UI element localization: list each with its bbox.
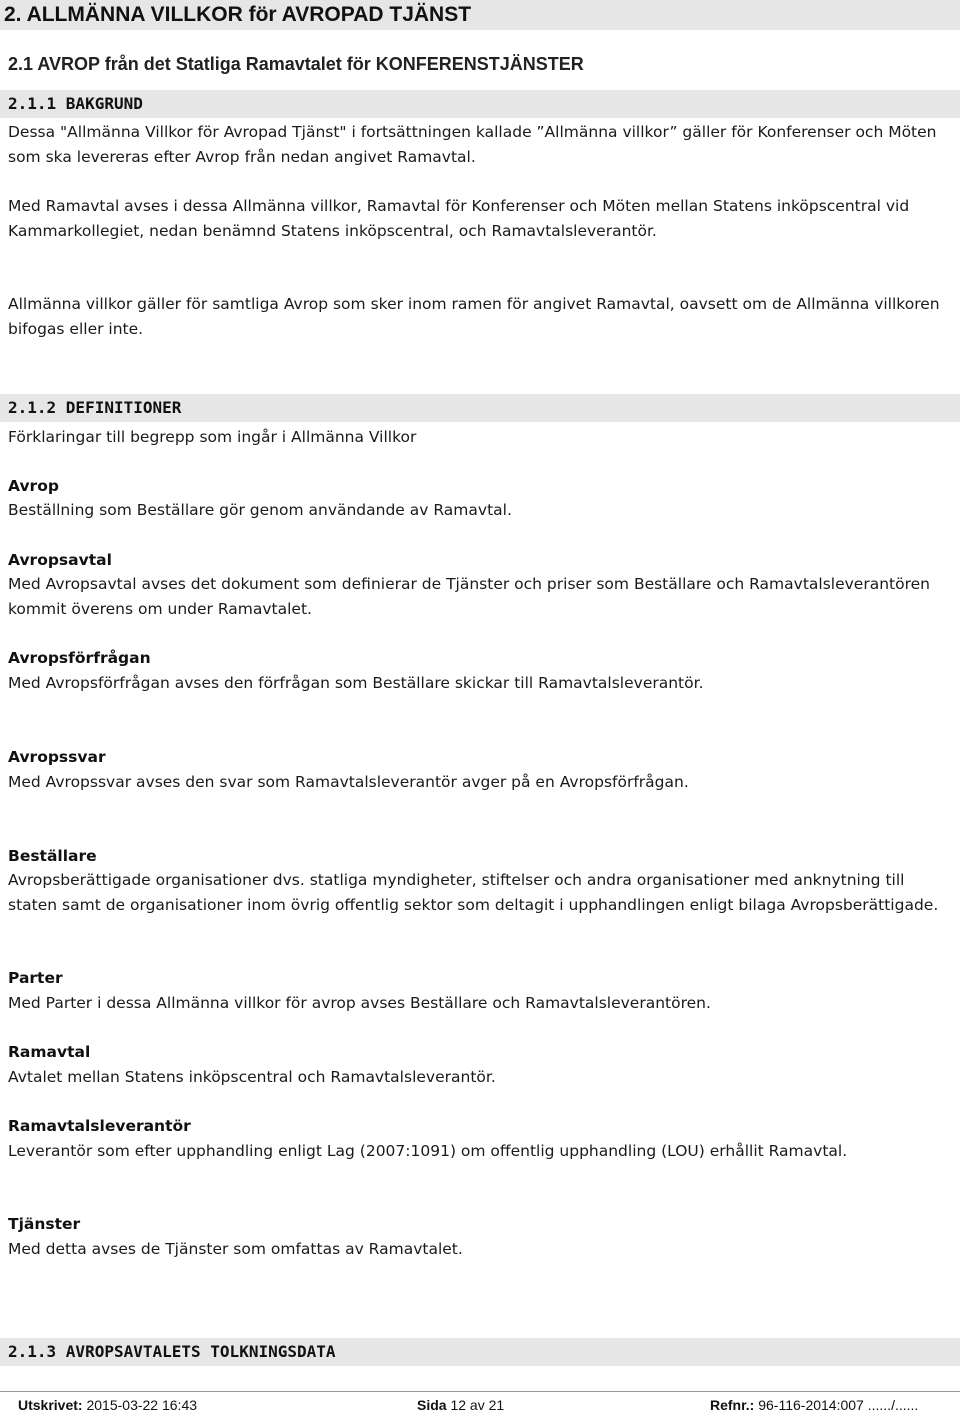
printed-label: Utskrivet: xyxy=(18,1397,83,1413)
term-label: Tjänster xyxy=(8,1215,81,1233)
page-value: 12 av 21 xyxy=(450,1397,505,1413)
heading-1: 2. ALLMÄNNA VILLKOR för AVROPAD TJÄNST xyxy=(0,0,960,30)
term-definition: Med Avropsförfrågan avses den förfrågan som Beställare skickar till Ramavtalsleverantör. xyxy=(8,674,704,692)
page-label: Sida xyxy=(417,1397,447,1413)
term-label: Beställare xyxy=(8,847,97,865)
ref-value: 96-116-2014:007 ....../...... xyxy=(758,1397,919,1413)
printed-value: 2015-03-22 16:43 xyxy=(86,1397,198,1413)
page-footer xyxy=(0,1395,960,1415)
section-title-tolkningsdata: 2.1.3 AVROPSAVTALETS TOLKNINGSDATA xyxy=(0,1338,960,1366)
page-info xyxy=(417,1395,504,1415)
term-definition: Avropsberättigade organisationer dvs. statliga myndigheter, stiftelser och andra organisationer med anknytning till staten samt de organisationer inom övrig offentlig sektor som deltagit i upphandlingen enligt bilaga Avropsberättigade. xyxy=(8,871,939,914)
reference-info xyxy=(710,1395,918,1415)
term-label: Avrop xyxy=(8,477,59,495)
definitions-intro: Förklaringar till begrepp som ingår i Allmänna Villkor xyxy=(8,428,417,446)
term-definition: Beställning som Beställare gör genom användande av Ramavtal. xyxy=(8,501,512,519)
term-label: Avropsförfrågan xyxy=(8,649,151,667)
section-title-definitioner: 2.1.2 DEFINITIONER xyxy=(0,394,960,422)
term-definition: Med Avropssvar avses den svar som Ramavtalsleverantör avger på en Avropsförfrågan. xyxy=(8,773,689,791)
term-definition: Med Avropsavtal avses det dokument som definierar de Tjänster och priser som Beställare och Ramavtalsleverantören kommit överens om under Ramavtalet. xyxy=(8,575,930,618)
heading-2: 2.1 AVROP från det Statliga Ramavtalet för KONFERENSTJÄNSTER xyxy=(8,54,584,74)
paragraph: Allmänna villkor gäller för samtliga Avrop som sker inom ramen för angivet Ramavtal, oavsett om de Allmänna villkoren bifogas eller inte. xyxy=(8,295,940,338)
paragraph: Dessa "Allmänna Villkor för Avropad Tjänst" i fortsättningen kallade ”Allmänna villkor” gäller för Konferenser och Möten som ska levereras efter Avrop från nedan angivet Ramavtal. xyxy=(8,123,937,166)
term-definition: Avtalet mellan Statens inköpscentral och Ramavtalsleverantör. xyxy=(8,1068,496,1086)
footer-divider xyxy=(0,1391,960,1392)
term-label: Avropssvar xyxy=(8,748,106,766)
printed-info xyxy=(18,1395,197,1415)
term-label: Ramavtalsleverantör xyxy=(8,1117,191,1135)
paragraph: Med Ramavtal avses i dessa Allmänna villkor, Ramavtal för Konferenser och Möten mellan Statens inköpscentral vid Kammarkollegiet, nedan benämnd Statens inköpscentral, och Ramavtalsleverantör. xyxy=(8,197,910,240)
term-definition: Med Parter i dessa Allmänna villkor för avrop avses Beställare och Ramavtalsleverantören. xyxy=(8,994,711,1012)
ref-label: Refnr.: xyxy=(710,1397,755,1413)
term-definition: Med detta avses de Tjänster som omfattas av Ramavtalet. xyxy=(8,1240,463,1258)
term-label: Avropsavtal xyxy=(8,551,112,569)
term-definition: Leverantör som efter upphandling enligt Lag (2007:1091) om offentlig upphandling (LOU) erhållit Ramavtal. xyxy=(8,1142,848,1160)
term-label: Parter xyxy=(8,969,63,987)
term-label: Ramavtal xyxy=(8,1043,91,1061)
section-title-bakgrund: 2.1.1 BAKGRUND xyxy=(0,90,960,118)
